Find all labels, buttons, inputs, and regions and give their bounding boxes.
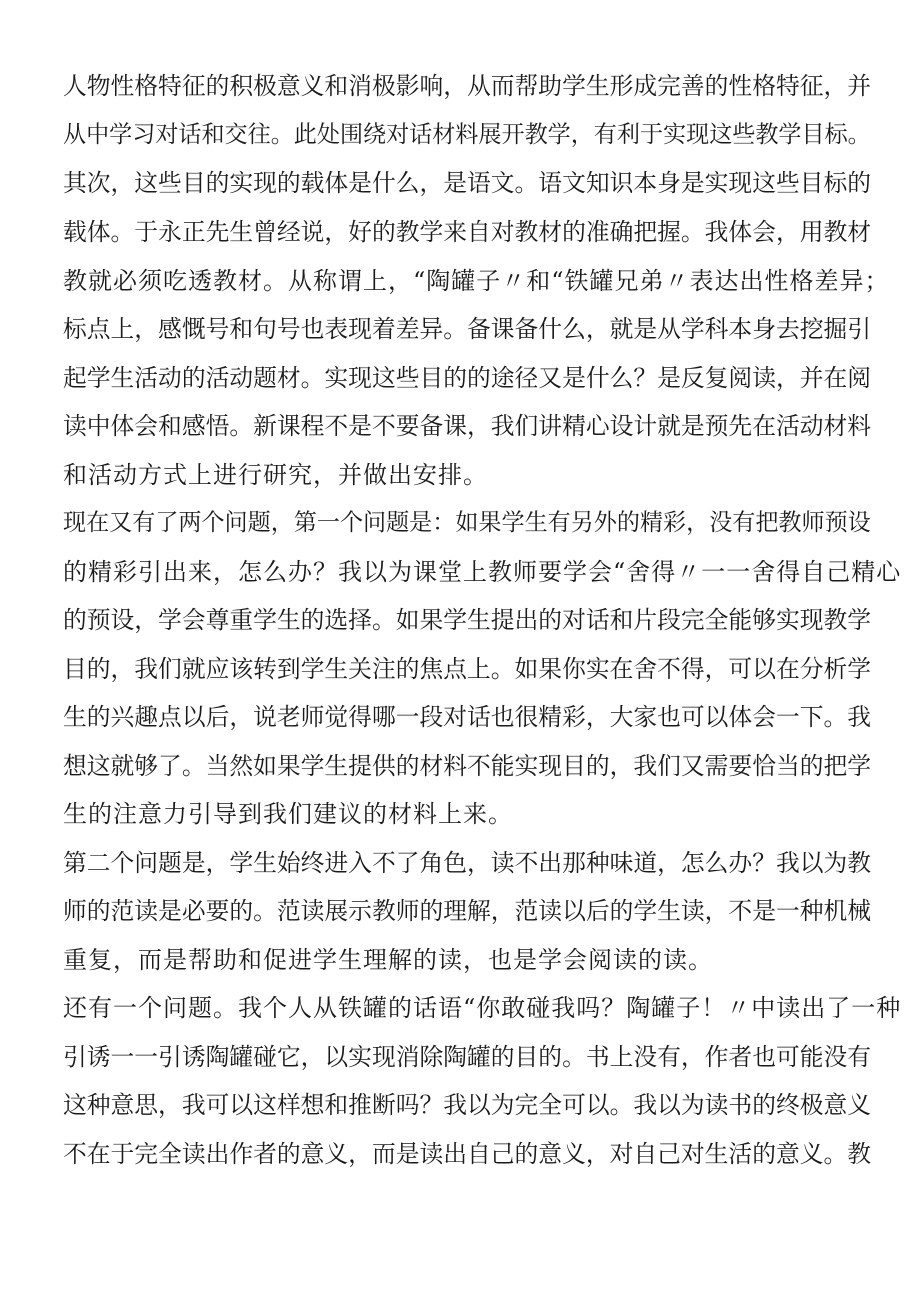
text-line: 想这就够了。当然如果学生提供的材料不能实现目的，我们又需要恰当的把学 (63, 752, 872, 780)
text-line: 标点上，感慨号和句号也表现着差异。备课备什么，就是从学科本身去挖掘引 (63, 315, 872, 343)
text-line: 现在又有了两个问题，第一个问题是：如果学生有另外的精彩，没有把教师预设 (63, 510, 871, 536)
text-line: 不在于完全读出作者的意义，而是读出自己的意义，对自己对生活的意义。教 (63, 1140, 872, 1168)
text-line: 引诱一一引诱陶罐碰它，以实现消除陶罐的目的。书上没有，作者也可能没有 (63, 1043, 872, 1071)
text-line: 教就必须吃透教材。从称谓上，“陶罐子〃和“铁罐兄弟〃表达出性格差异； (63, 267, 890, 295)
text-line: 师的范读是必要的。范读展示教师的理解，范读以后的学生读，不是一种机械 (63, 897, 872, 925)
text-line: 第二个问题是，学生始终进入不了角色，读不出那种味道，怎么办？我以为教 (63, 849, 872, 877)
text-line: 人物性格特征的积极意义和消极影响，从而帮助学生形成完善的性格特征，并 (63, 72, 872, 100)
text-line: 的预设，学会尊重学生的选择。如果学生提出的对话和片段完全能够实现教学 (63, 606, 872, 634)
text-line: 重复，而是帮助和促进学生理解的读，也是学会阅读的读。 (63, 946, 713, 974)
text-line: 生的兴趣点以后，说老师觉得哪一段对话也很精彩，大家也可以体会一下。我 (63, 703, 872, 731)
text-line: 读中体会和感悟。新课程不是不要备课，我们讲精心设计就是预先在活动材料 (63, 412, 872, 440)
text-line: 载体。于永正先生曾经说，好的教学来自对教材的准确把握。我体会，用教材 (63, 218, 872, 246)
text-line: 生的注意力引导到我们建议的材料上来。 (63, 800, 513, 828)
text-line: 这种意思，我可以这样想和推断吗？我以为完全可以。我以为读书的终极意义 (63, 1091, 872, 1119)
text-line: 其次，这些目的实现的载体是什么，是语文。语文知识本身是实现这些目标的 (63, 169, 872, 197)
text-line: 目的，我们就应该转到学生关注的焦点上。如果你实在舍不得，可以在分析学 (63, 655, 872, 683)
text-line: 从中学习对话和交往。此处围绕对话材料展开教学，有利于实现这些教学目标。 (63, 122, 871, 148)
text-line: 起学生活动的活动题材。实现这些目的的途径又是什么？是反复阅读，并在阅 (63, 364, 872, 392)
text-line: 的精彩引出来，怎么办？我以为课堂上教师要学会“舍得〃一一舍得自己精心 (63, 558, 902, 586)
text-line: 和活动方式上进行研究，并做出安排。 (63, 461, 488, 489)
text-line: 还有一个问题。我个人从铁罐的话语“你敢碰我吗？陶罐子！〃中读出了一种 (63, 994, 902, 1022)
